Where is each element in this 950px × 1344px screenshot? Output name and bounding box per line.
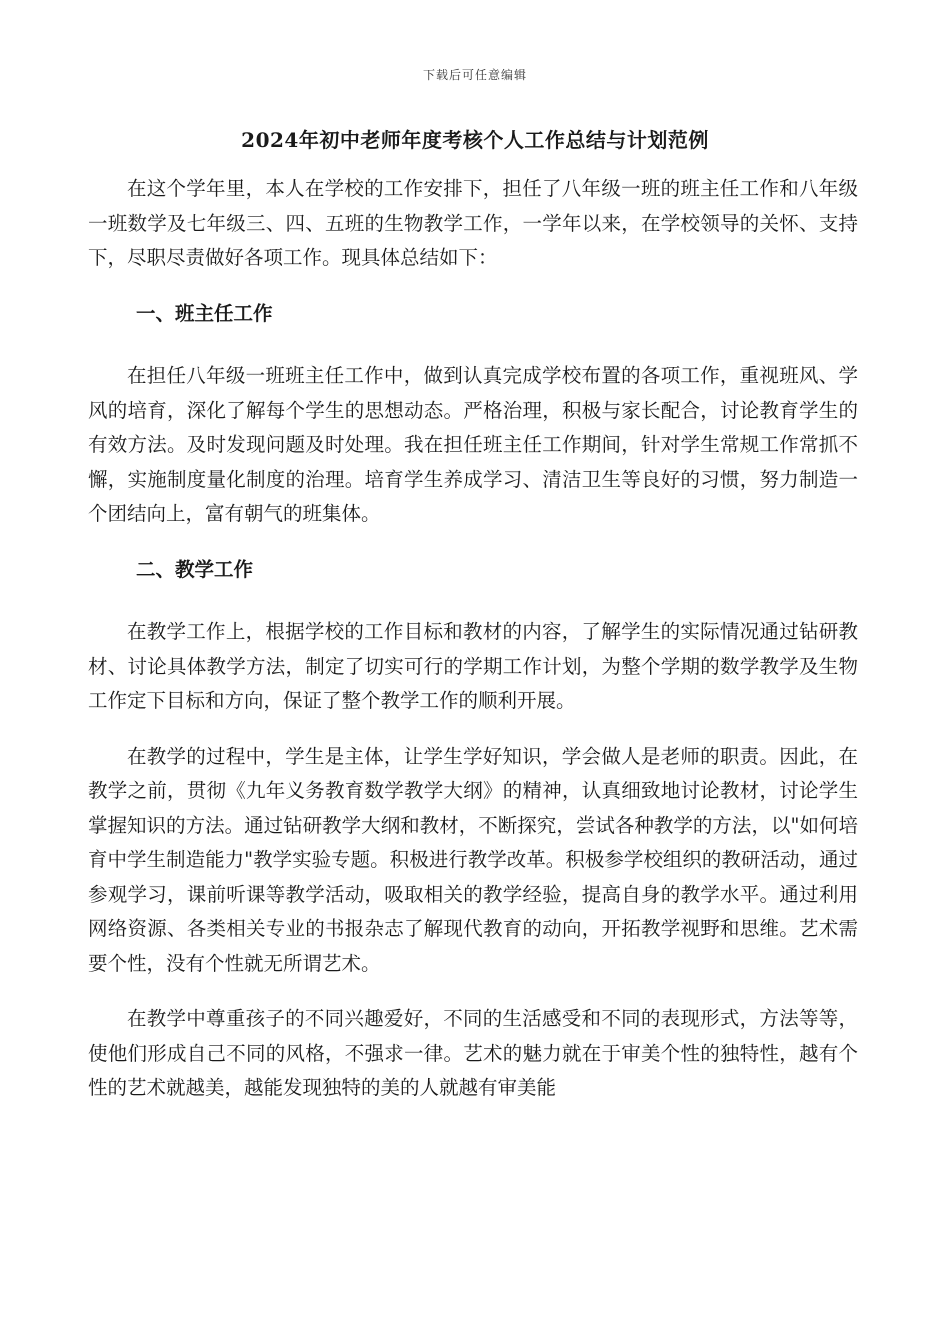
document-title: 2024年初中老师年度考核个人工作总结与计划范例 bbox=[241, 128, 709, 152]
section-heading-teaching: 二、教学工作 bbox=[136, 557, 254, 581]
teaching-paragraph-1: 在教学工作上，根据学校的工作目标和教材的内容，了解学生的实际情况通过钻研教材、讨论具体教学方法，制定了切实可行的学期工作计划，为整个学期的数学教学及生物工作定下目标和方向，保证了整个教学工作的顺利开展。 bbox=[88, 620, 858, 712]
document-body bbox=[88, 172, 858, 1127]
class-teacher-paragraph: 在担任八年级一班班主任工作中，做到认真完成学校布置的各项工作，重视班风、学风的培育，深化了解每个学生的思想动态。严格治理，积极与家长配合，讨论教育学生的有效方法。及时发现问题及时处理。我在担任班主任工作期间，针对学生常规工作常抓不懈，实施制度量化制度的治理。培育学生养成学习、清洁卫生等良好的习惯，努力制造一个团结向上，富有朝气的班集体。 bbox=[88, 364, 858, 525]
header-note: 下载后可任意编辑 bbox=[422, 68, 527, 82]
section-heading-class-teacher: 一、班主任工作 bbox=[136, 301, 273, 325]
teaching-paragraph-3: 在教学中尊重孩子的不同兴趣爱好，不同的生活感受和不同的表现形式，方法等等，使他们形成自己不同的风格，不强求一律。艺术的魅力就在于审美个性的独特性，越有个性的艺术就越美，越能发现独特的美的人就越有审美能 bbox=[88, 1007, 858, 1099]
intro-paragraph: 在这个学年里，本人在学校的工作安排下，担任了八年级一班的班主任工作和八年级一班数学及七年级三、四、五班的生物教学工作，一学年以来，在学校领导的关怀、支持下，尽职尽责做好各项工作。现具体总结如下： bbox=[88, 177, 858, 269]
teaching-paragraph-2: 在教学的过程中，学生是主体，让学生学好知识，学会做人是老师的职责。因此，在教学之前，贯彻《九年义务教育数学教学大纲》的精神，认真细致地讨论教材，讨论学生掌握知识的方法。通过钻研教学大纲和教材，不断探究，尝试各种教学的方法，以"如何培育中学生制造能力"教学实验专题。积极进行教学改革。积极参学校组织的教研活动，通过参观学习，课前听课等教学活动，吸取相关的教学经验，提高自身的教学水平。通过利用网络资源、各类相关专业的书报杂志了解现代教育的动向，开拓教学视野和思维。艺术需要个性，没有个性就无所谓艺术。 bbox=[88, 744, 858, 975]
